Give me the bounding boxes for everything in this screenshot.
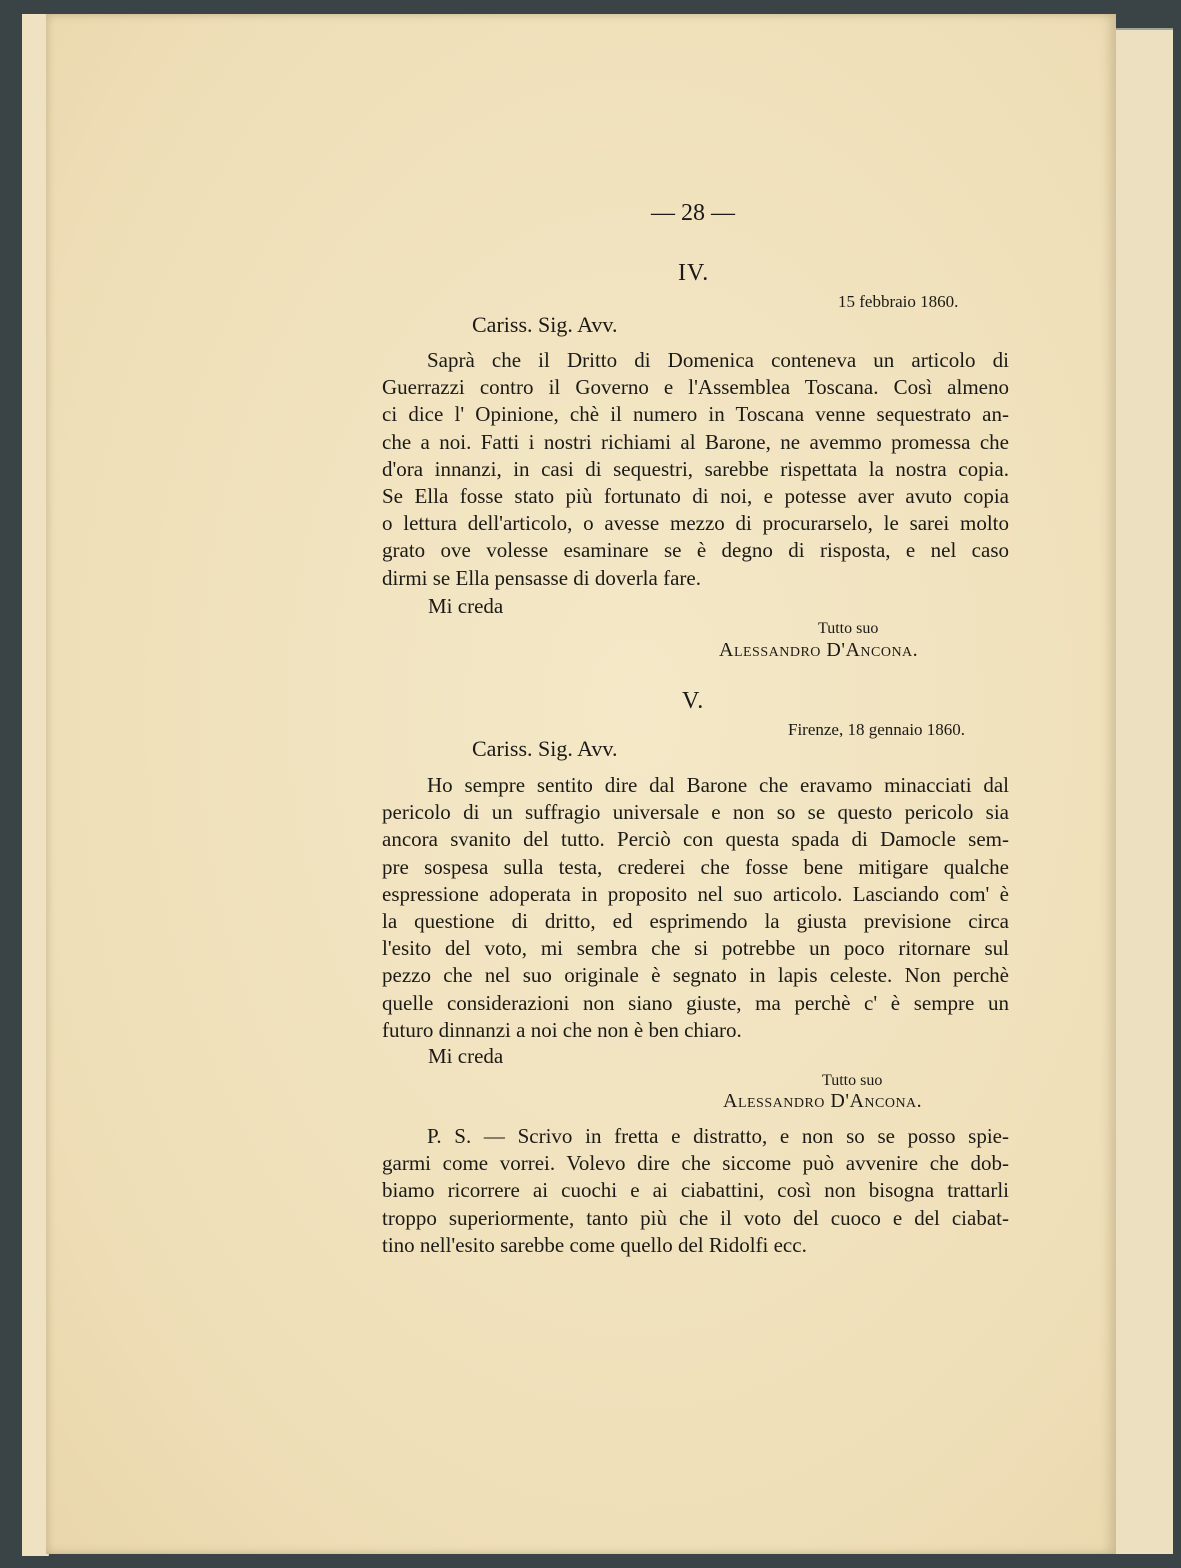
text-line: garmi come vorrei. Volevo dire che siccome può avvenire che dob- <box>382 1151 1009 1176</box>
text-line: pezzo che nel suo originale è segnato in lapis celeste. Non perchè <box>382 963 1009 988</box>
section-heading: IV. <box>678 260 710 286</box>
letter-body <box>382 772 1009 1044</box>
page-number: — 28 — <box>651 200 735 226</box>
salutation: Cariss. Sig. Avv. <box>472 736 618 761</box>
signature: Alessandro D'Ancona. <box>723 1090 923 1112</box>
text-line: P. S. — Scrivo in fretta e distratto, e non so se posso spie- <box>427 1124 1009 1148</box>
text-line: o lettura dell'articolo, o avesse mezzo di procurarselo, le sarei molto <box>382 511 1009 536</box>
postscript <box>382 1123 1009 1259</box>
text-line: troppo superiormente, tanto più che il voto del cuoco e del ciabat- <box>382 1205 1009 1230</box>
salutation: Cariss. Sig. Avv. <box>472 312 618 337</box>
text-line: pre sospesa sulla testa, crederei che fosse bene mitigare qualche <box>382 854 1009 879</box>
text-line: grato ove volesse esaminare se è degno di risposta, e nel caso <box>382 538 1009 563</box>
text-line: l'esito del voto, mi sembra che si potrebbe un poco ritornare sul <box>382 936 1009 961</box>
letter-date: Firenze, 18 gennaio 1860. <box>788 720 966 739</box>
text-line: tino nell'esito sarebbe come quello del Ridolfi ecc. <box>382 1232 807 1257</box>
text-line: la questione di dritto, ed esprimendo la giusta previsione circa <box>382 908 1009 933</box>
text-line: che a noi. Fatti i nostri richiami al Barone, ne avemmo promessa che <box>382 429 1009 454</box>
text-line: ancora svanito del tutto. Perciò con questa spada di Damocle sem- <box>382 827 1009 852</box>
text-line: Ho sempre sentito dire dal Barone che eravamo minacciati dal <box>427 773 1009 797</box>
letter-date: 15 febbraio 1860. <box>838 292 959 311</box>
text-line: d'ora innanzi, in casi di sequestri, sarebbe rispettata la nostra copia. <box>382 456 1009 481</box>
section-heading: V. <box>682 688 705 714</box>
text-line: Saprà che il Dritto di Domenica conteneva un articolo di <box>427 348 1009 372</box>
tutto-suo: Tutto suo <box>822 1072 883 1089</box>
closing: Mi creda <box>428 594 504 618</box>
text-line: dirmi se Ella pensasse di doverla fare. <box>382 565 701 590</box>
tutto-suo: Tutto suo <box>818 620 879 637</box>
text-line: quelle considerazioni non siano giuste, ma perchè c' è sempre un <box>382 990 1009 1015</box>
signature: Alessandro D'Ancona. <box>719 639 919 661</box>
text-line: espressione adoperata in proposito nel suo articolo. Lasciando com' è <box>382 881 1009 906</box>
text-line: ci dice l' Opinione, chè il numero in Toscana venne sequestrato an- <box>382 402 1009 427</box>
book-page <box>46 14 1116 1554</box>
letter-body <box>382 347 1009 592</box>
text-line: futuro dinnanzi a noi che non è ben chiaro. <box>382 1017 742 1042</box>
closing: Mi creda <box>428 1044 504 1068</box>
text-line: Se Ella fosse stato più fortunato di noi, e potesse aver avuto copia <box>382 483 1009 508</box>
text-line: pericolo di un suffragio universale e non so se questo pericolo sia <box>382 800 1009 825</box>
text-line: biamo ricorrere ai cuochi e ai ciabattini, così non bisogna trattarli <box>382 1178 1009 1203</box>
text-line: Guerrazzi contro il Governo e l'Assemblea Toscana. Così almeno <box>382 375 1009 400</box>
